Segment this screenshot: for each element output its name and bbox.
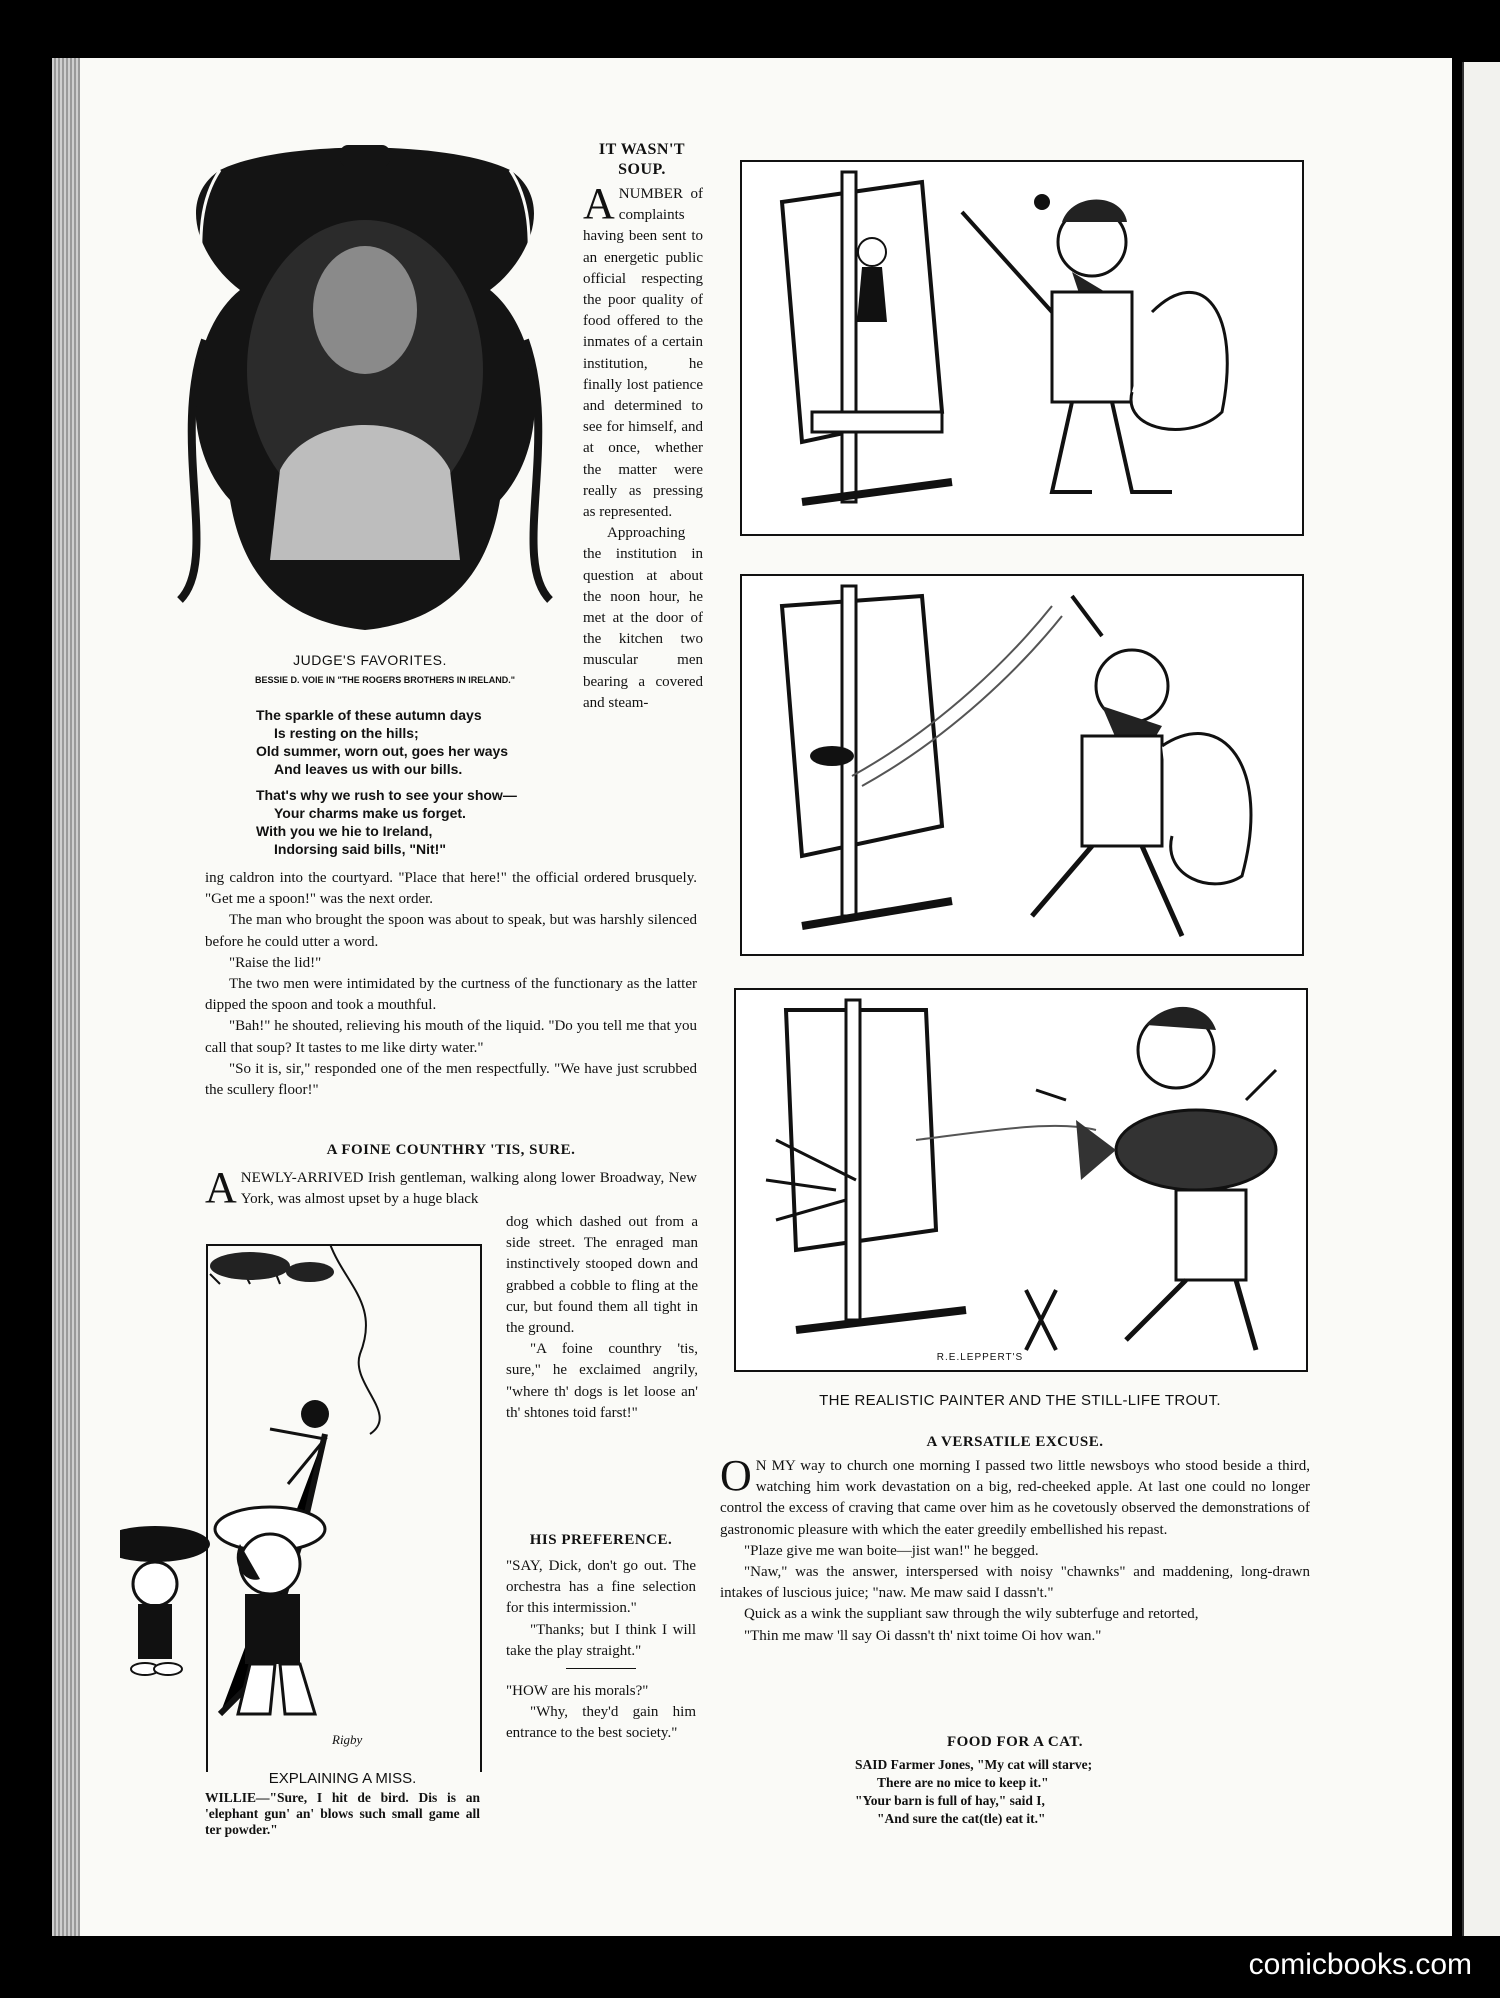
soup-line: "Raise the lid!"	[229, 954, 322, 971]
miss-text: "Sure, I hit de bird. Dis is an 'elephant gun' an' blows such small game all ter powder."	[205, 1790, 480, 1837]
verse-line: Is resting on the hills;	[274, 725, 419, 741]
soup-line: "So it is, sir," responded one of the men respectfully. "We have just scrubbed the scullery floor!"	[205, 1060, 697, 1099]
foine-narrow	[506, 1212, 698, 1424]
preference-text	[506, 1556, 696, 1745]
verse-line: With you we hie to Ireland,	[256, 823, 433, 839]
cat-line: "Your barn is full of hay," said I,	[855, 1793, 1045, 1808]
soup-line: ing caldron into the courtyard. "Place that here!" the official ordered brusquely. "Get me a spoon!" was the next order.	[205, 870, 697, 908]
preference-p1: "SAY, Dick, don't go out. The orchestra has a fine selection for this intermission."	[506, 1558, 696, 1617]
foine-body: dog which dashed out from a side street. The enraged man instinctively stooped down and grabbed a cobble to fling at the cur, but found them all tight in the ground.	[506, 1214, 698, 1337]
divider	[566, 1668, 636, 1669]
portrait-frame	[160, 140, 570, 640]
cartoon-signature: Rigby	[332, 1732, 363, 1747]
foine-title: A FOINE COUNTHRY 'TIS, SURE.	[326, 1142, 576, 1158]
comic-panel-1	[740, 160, 1304, 536]
foine-intro-text: NEWLY-ARRIVED Irish gentleman, walking along lower Broadway, New York, was almost upset by a huge black	[240, 1170, 697, 1208]
soup-line: The man who brought the spoon was about to speak, but was harshly silenced before he could utter a word.	[205, 912, 697, 950]
panel-1-drawing	[742, 162, 1302, 534]
comic-signature: R.E.LEPPERT'S	[936, 1352, 1024, 1363]
preference-p3: "HOW are his morals?"	[506, 1683, 649, 1700]
cat-line: SAID Farmer Jones, "My cat will starve;	[855, 1757, 1093, 1772]
panel-2-drawing	[742, 576, 1302, 954]
drop-cap: A	[205, 1163, 237, 1212]
excuse-text	[720, 1451, 1310, 1647]
page-edge	[52, 58, 82, 1936]
miss-speaker: WILLIE—	[205, 1790, 270, 1805]
soup-title-line: IT WASN'T	[598, 141, 686, 158]
soup-paragraph-1: NUMBER of complaints having been sent to an energetic public official respecting the poor quality of food offered to the inmates of a certain institution, he finally lost patience and determined to see for himself, and at once, whether the matter were really as pressing as represented.	[583, 186, 703, 521]
verse-line: Your charms make us forget.	[274, 805, 466, 821]
cat-line: "And sure the cat(tle) eat it."	[877, 1811, 1046, 1826]
preference-title: HIS PREFERENCE.	[529, 1532, 673, 1548]
drop-cap: A	[583, 179, 615, 228]
drop-cap: O	[720, 1451, 752, 1500]
cat-title: FOOD FOR A CAT.	[946, 1734, 1084, 1750]
comic-caption: THE REALISTIC PAINTER AND THE STILL-LIFE TROUT.	[819, 1392, 1221, 1409]
soup-wide-text	[205, 868, 697, 1101]
verse-line: The sparkle of these autumn days	[256, 707, 482, 723]
portrait-verse-2	[256, 786, 556, 858]
excuse-line: Quick as a wink the suppliant saw through the wily subterfuge and retorted,	[744, 1606, 1199, 1623]
miss-caption	[205, 1790, 480, 1838]
excuse-line: N MY way to church one morning I passed two little newsboys who stood beside a third, watching him work devastation on a big, red-cheeked apple. At last one could no longer control the excess of craving that came over him as he covetously observed the demonstrations of gastronomic pleasure with which the eater greedily embellished his repast.	[720, 1458, 1310, 1538]
excuse-line: "Plaze give me wan boite—jist wan!" he begged.	[744, 1542, 1039, 1559]
preference-p4: "Why, they'd gain him entrance to the best society."	[506, 1704, 696, 1742]
comic-panel-3	[734, 988, 1308, 1372]
excuse-line: "Naw," was the answer, interspersed with noisy "chawnks" and maddening, long-drawn intakes of luscious juice; "naw. Me maw said I dassn't."	[720, 1564, 1310, 1602]
facing-page	[1464, 62, 1500, 1936]
cartoon-miss-drawing	[120, 1244, 480, 1772]
soup-title	[582, 140, 702, 180]
excuse-title: A VERSATILE EXCUSE.	[926, 1434, 1104, 1450]
foine-quote: "A foine counthry 'tis, sure," he exclaimed angrily, "where th' dogs is let loose an' th' shtones toid farst!"	[506, 1341, 698, 1421]
verse-line: Old summer, worn out, goes her ways	[256, 743, 509, 759]
cat-verse	[855, 1756, 1185, 1828]
verse-line: Indorsing said bills, "Nit!"	[274, 841, 446, 857]
watermark: comicbooks.com	[1248, 1948, 1472, 1981]
portrait-title: JUDGE'S FAVORITES.	[293, 652, 447, 668]
verse-line: And leaves us with our bills.	[274, 761, 463, 777]
soup-title-line: SOUP.	[618, 161, 666, 178]
soup-paragraph-2: Approaching the institution in question at about the noon hour, he met at the door of the kitchen two muscular men bearing a covered and steam-	[583, 525, 703, 711]
soup-line: "Bah!" he shouted, relieving his mouth of the liquid. "Do you tell me that you call that soup? It tastes to me like dirty water."	[205, 1018, 697, 1056]
preference-p2: "Thanks; but I think I will take the play straight."	[506, 1621, 696, 1659]
miss-title: EXPLAINING A MISS.	[268, 1770, 417, 1787]
soup-narrow-text	[583, 179, 703, 714]
excuse-line: "Thin me maw 'll say Oi dassn't th' nixt toime Oi hov wan."	[744, 1627, 1102, 1644]
portrait-subtitle: BESSIE D. VOIE IN "THE ROGERS BROTHERS IN IRELAND."	[254, 675, 516, 685]
soup-line: The two men were intimidated by the curtness of the functionary as the latter dipped the spoon and took a mouthful.	[205, 976, 697, 1014]
verse-line: That's why we rush to see your show—	[256, 787, 517, 803]
foine-intro	[205, 1163, 697, 1212]
panel-3-drawing	[736, 990, 1306, 1370]
portrait-verse-1	[256, 706, 556, 778]
comic-panel-2	[740, 574, 1304, 956]
cat-line: There are no mice to keep it."	[877, 1775, 1049, 1790]
